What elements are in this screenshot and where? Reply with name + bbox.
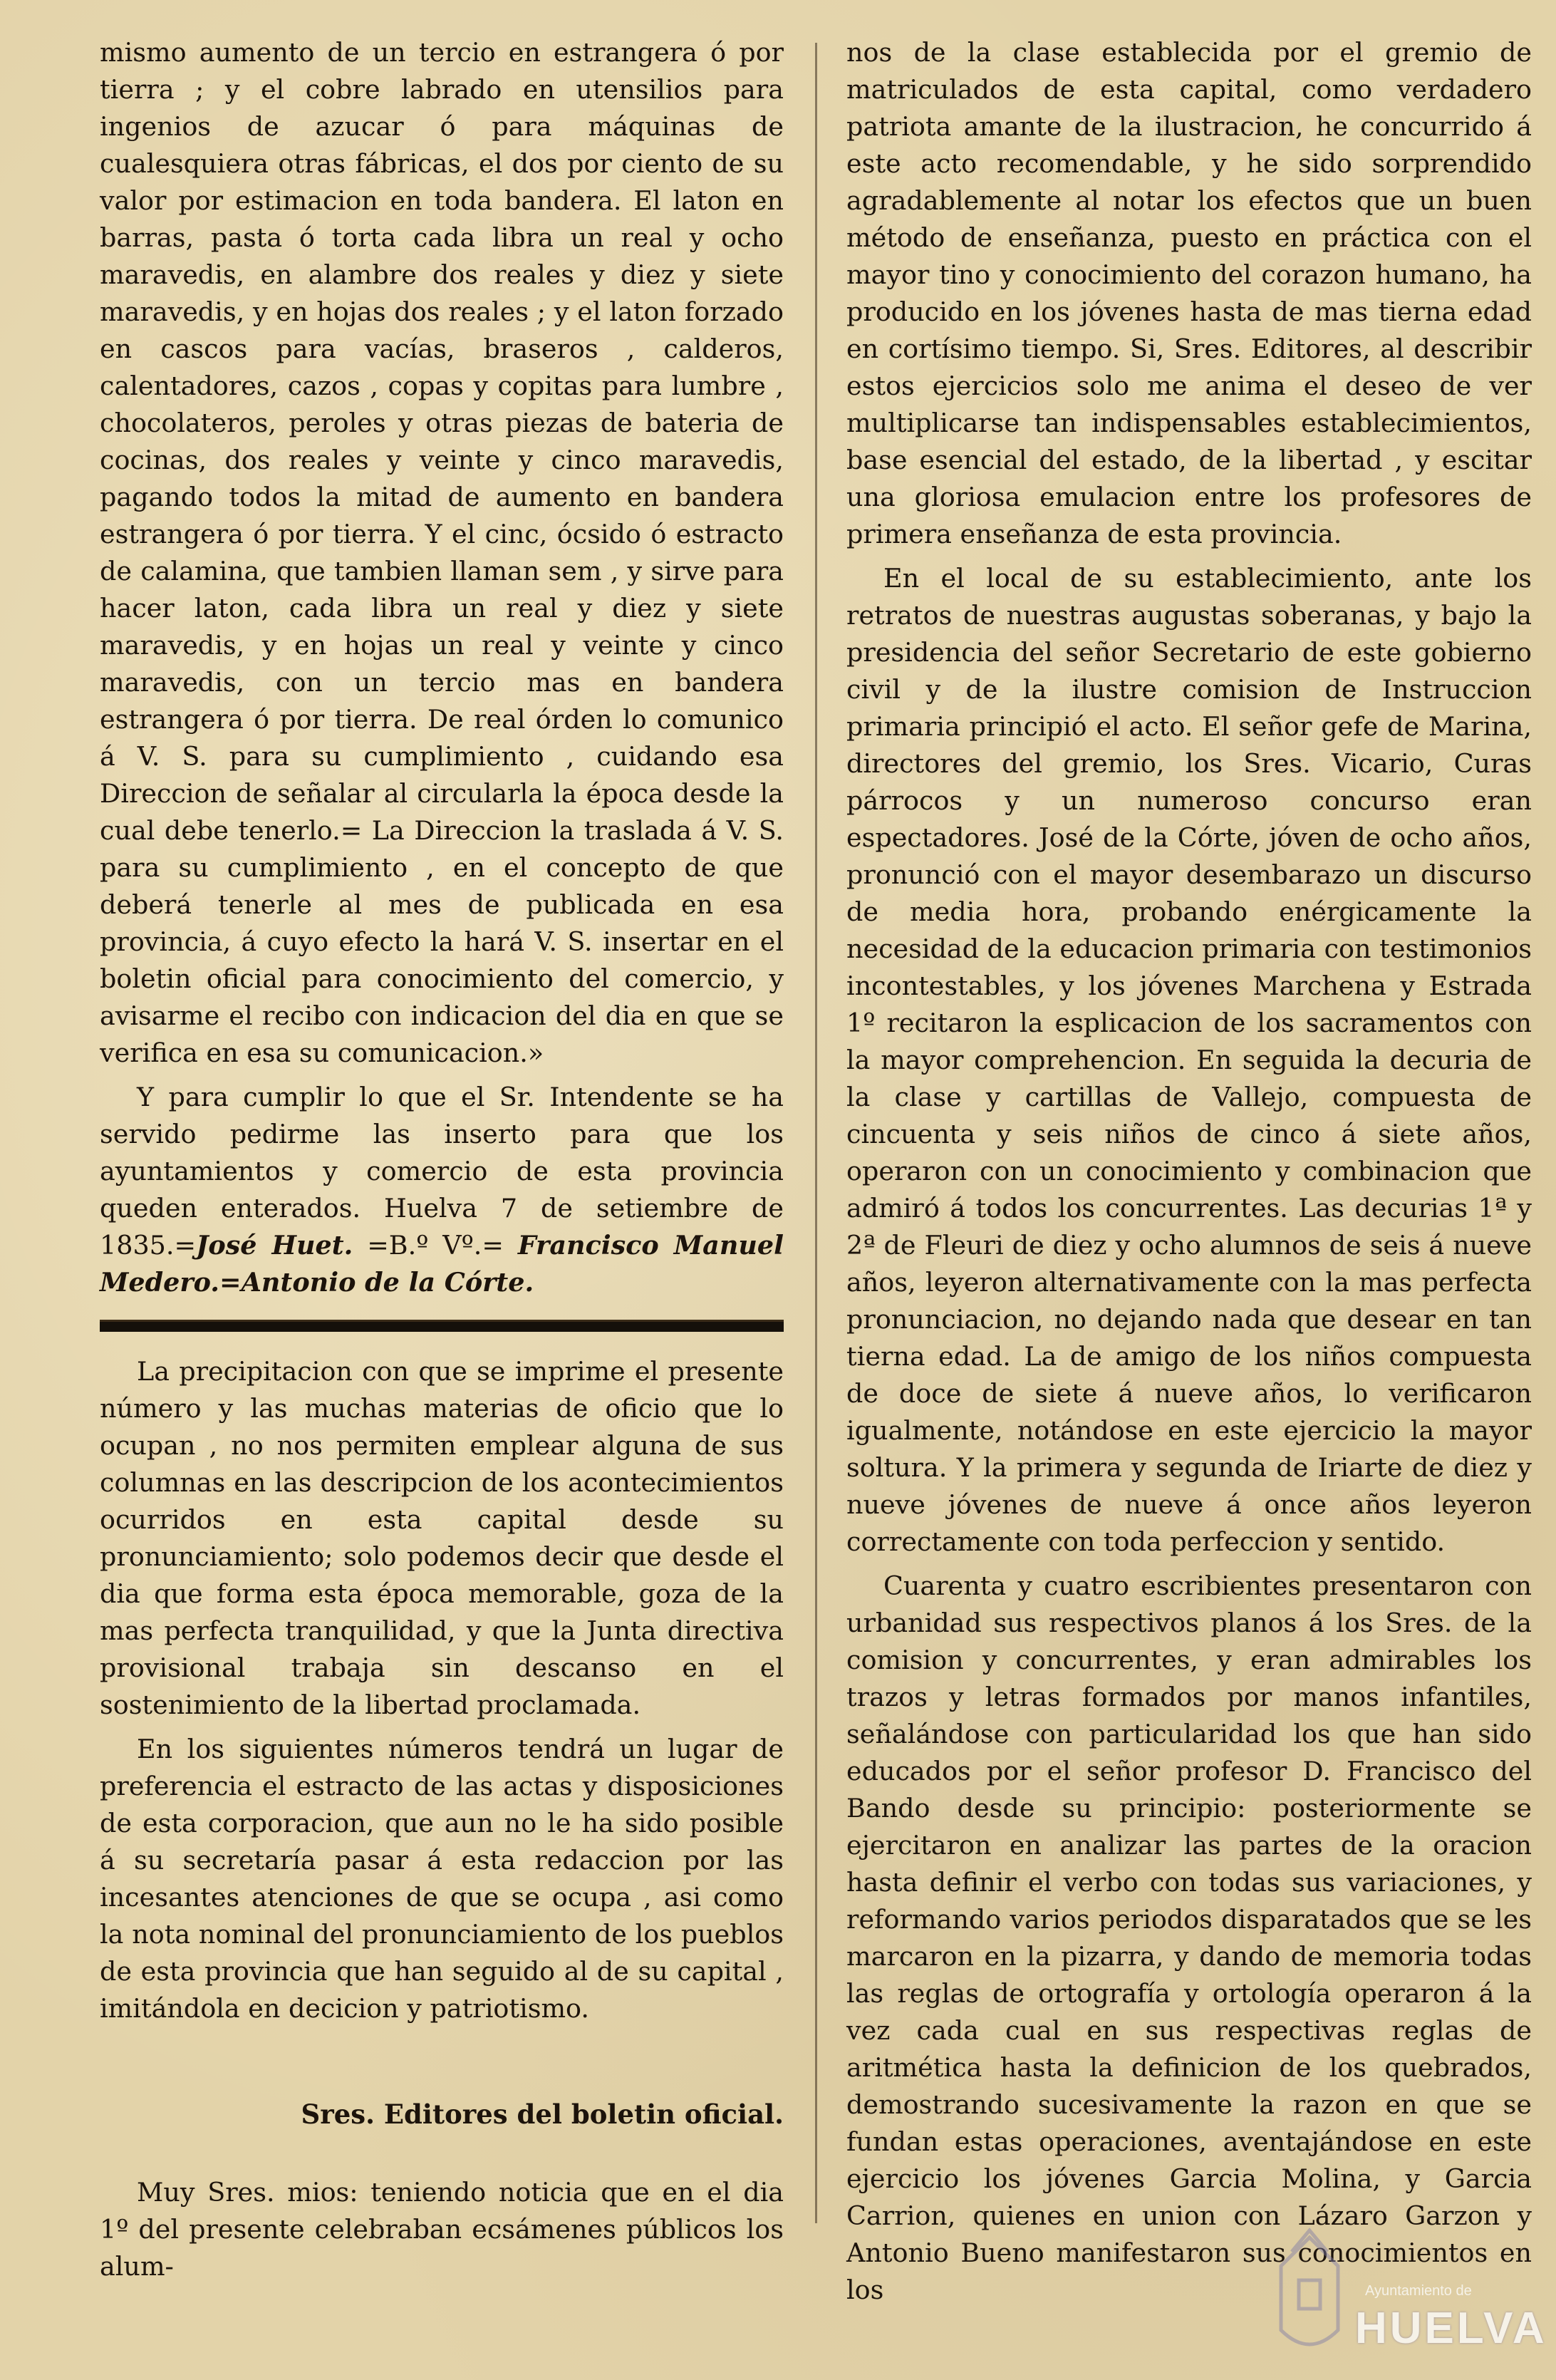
watermark-title: HUELVA [1355,2304,1547,2353]
right-column [846,34,1532,2316]
signature-medero: Francisco Manuel Medero. [100,1230,784,1298]
letter-paragraph-1: nos de la clase establecida por el gremio de matriculados de esta capital, como verdadero patriota amante de la ilustracion, he concurrido á este acto recomendable, y he sido sorprendido agradablemente al notar los efectos que un buen método de enseñanza, puesto en práctica con el mayor tino y conocimiento del corazon humano, ha producido en los jóvenes hasta de mas tierna edad en cortísimo tiempo. Si, Sres. Editores, al describir estos ejercicios solo me anima el deseo de ver multiplicarse tan indispensables establecimientos, base esencial del estado, de la libertad , y escitar una gloriosa emulacion entre los profesores de primera enseñanza de esta provincia. [846,37,1532,549]
letter-salutation: Muy Sres. mios: teniendo noticia que en el dia 1º del presente celebraban ecsámenes públicos los alum- [100,2177,784,2282]
editorial-followup-paragraph: En los siguientes números tendrá un lugar de preferencia el estracto de las actas y disposiciones de esta corporacion, que aun no le ha sido posible á su secretaría pasar á esta redaccion por las incesantes atenciones de que se ocupa , asi como la nota nominal del pronunciamiento de los pueblos de esta provincia que han seguido al de su capital , imitándola en decicion y patriotismo. [100,1734,784,2024]
editorial-paragraph: La precipitacion con que se imprime el presente número y las muchas materias de oficio que lo ocupan , no nos permiten emplear alguna de sus columnas en las descripcion de los acontecimientos ocurridos en esta capital desde su pronunciamiento; solo podemos decir que desde el dia que forma esta época memorable, goza de la mas perfecta tranquilidad, y que la Junta directiva provisional trabaja sin descanso en el sostenimiento de la libertad proclamada. [100,1356,784,1720]
visto-bueno: =B.º Vº.= [367,1230,504,1261]
left-column [100,34,784,2292]
letter-heading: Sres. Editores del boletin oficial. [301,2099,784,2130]
letter-paragraph-2: En el local de su establecimiento, ante los retratos de nuestras augustas soberanas, y bajo la presidencia del señor Secretario de este gobierno civil y de la ilustre comision de Instruccion primaria principió el acto. El señor gefe de Marina, directores del gremio, los Sres. Vicario, Curas párrocos y un numeroso concurso eran espectadores. José de la Córte, jóven de ocho años, pronunció con el mayor desembarazo un discurso de media hora, probando enérgicamente la necesidad de la educacion primaria con testimonios incontestables, y los jóvenes Marchena y Estrada 1º recitaron la esplicacion de los sacramentos con la mayor comprehencion. En seguida la decuria de la clase y cartillas de Vallejo, compuesta de cincuenta y seis niños de cinco á siete años, operaron con un conocimiento y combinacion que admiró á todos los concurrentes. Las decurias 1ª y 2ª de Fleuri de diez y ocho alumnos de seis á nueve años, leyeron alternativamente con la mas perfecta pronunciacion, no dejando nada que desear en tan tierna edad. La de amigo de los niños compuesta de doce de siete á nueve años, lo verificaron igualmente, notándose en este ejercicio la mayor soltura. Y la primera y segunda de Iriarte de diez y nueve jóvenes de nueve á once años leyeron correctamente con toda perfeccion y sentido. [846,563,1532,1557]
watermark-caption: Ayuntamiento de [1365,2283,1472,2299]
signature-huet: José Huet. [196,1230,353,1261]
column-divider [815,43,817,2223]
intendant-paragraph [100,1079,784,1301]
section-separator [100,1320,784,1332]
letter-paragraph-3: Cuarenta y cuatro escribientes presentaron con urbanidad sus respectivos planos á los Sres. de la comision y concurrentes, y eran admirables los trazos y letras formados por manos infantiles, señalándose con particularidad los que han sido educados por el señor profesor D. Francisco del Bando desde su principio: posteriormente se ejercitaron en analizar las partes de la oracion hasta definir el verbo con todas sus variaciones, y reformando varios periodos disparatados que se les marcaron en la pizarra, y dando de memoria todas las reglas de ortografía y ortología operaron á la vez cada cual en sus respectivas reglas de aritmética hasta la definicion de los quebrados, demostrando sucesivamente la razon en que se fundan estas operaciones, aventajándose en este ejercicio los jóvenes Garcia Molina, y Garcia Carrion, quienes en union con Lázaro Garzon y Antonio Bueno manifestaron sus conocimientos en los [846,1571,1532,2305]
signature-corte: =Antonio de la Córte. [219,1267,534,1298]
tariff-paragraph: mismo aumento de un tercio en estrangera ó por tierra ; y el cobre labrado en utensilios para ingenios de azucar ó para máquinas de cualesquiera otras fábricas, el dos por ciento de su valor por estimacion en toda bandera. El laton en barras, pasta ó torta cada libra un real y ocho maravedis, en alambre dos reales y diez y siete maravedis, y en hojas dos reales ; y el laton forzado en cascos para vacías, braseros , calderos, calentadores, cazos , copas y copitas para lumbre , chocolateros, peroles y otras piezas de bateria de cocinas, dos reales y veinte y cinco maravedis, pagando todos la mitad de aumento en bandera estrangera ó por tierra. Y el cinc, ócsido ó estracto de calamina, que tambien llaman sem , y sirve para hacer laton, cada libra un real y diez y siete maravedis, y en hojas un real y veinte y cinco maravedis, con un tercio mas en bandera estrangera ó por tierra. De real órden lo comunico á V. S. para su cumplimiento , cuidando esa Direccion de señalar al circularla la época desde la cual debe tenerlo.= La Direccion la traslada á V. S. para su cumplimiento , en el concepto de que deberá tenerle al mes de publicada en esa provincia, á cuyo efecto la hará V. S. insertar en el boletin oficial para conocimiento del comercio, y avisarme el recibo con indicacion del dia en que se verifica en esa su comunicacion.» [100,37,784,1068]
intendant-text: Y para cumplir lo que el Sr. Intendente se ha servido pedirme las inserto para que los ayuntamientos y comercio de esta provincia queden enterados. Huelva 7 de setiembre de 1835.= [100,1082,784,1261]
